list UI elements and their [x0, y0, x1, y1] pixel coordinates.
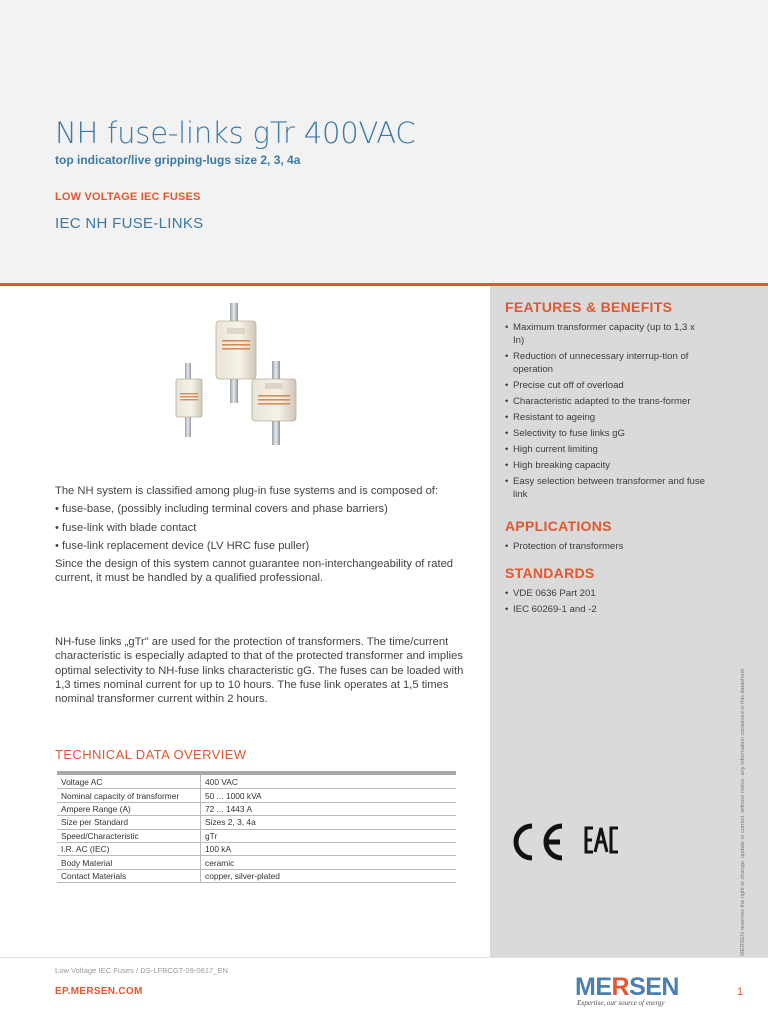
- row-label: I.R. AC (IEC): [57, 842, 201, 855]
- row-value: Sizes 2, 3, 4a: [201, 816, 457, 829]
- table-row: [57, 842, 456, 855]
- footer-divider: [0, 957, 768, 958]
- row-label: Contact Materials: [57, 869, 201, 882]
- row-value: 400 VAC: [201, 773, 457, 789]
- fuse-link-product-icon: [170, 303, 320, 448]
- table-row: [57, 802, 456, 815]
- table-row: [57, 773, 456, 789]
- features-section: [505, 299, 705, 504]
- website-link[interactable]: EP.MERSEN.COM: [55, 986, 143, 997]
- list-item: • IEC 60269-1 and -2: [505, 603, 705, 616]
- row-label: Nominal capacity of transformer: [57, 789, 201, 802]
- standards-heading: STANDARDS: [505, 565, 595, 581]
- row-label: Speed/Characteristic: [57, 829, 201, 842]
- gtr-description: [55, 635, 465, 706]
- tech-data-table: [57, 771, 456, 883]
- row-value: copper, silver-plated: [201, 869, 457, 882]
- features-list: [505, 321, 705, 501]
- disclaimer-note: MERSEN reserves the right to change, update or correct, without notice, any information contained in this datasheet.: [740, 667, 746, 956]
- list-item: • Reduction of unnecessary interrup-tion of operation: [505, 350, 705, 376]
- standards-list: [505, 587, 705, 616]
- page-number: 1: [737, 986, 744, 998]
- bullet-item: • fuse-link replacement device (LV HRC fuse puller): [55, 539, 310, 552]
- logo-tagline: Expertise, our source of energy: [577, 999, 665, 1007]
- product-line-label: IEC NH FUSE-LINKS: [55, 215, 204, 232]
- description-text: NH-fuse links „gTr" are used for the protection of transformers. The time/current characteristic is especially adapted to that of the protected transformer and implies optimal selectivity to NH-fuse links characteristic gG. The fuses can be loaded with 1,3 times nominal current for up to 10 hours. The fuse link operates at 1,5 times nominal transformer current within 2 hours.: [55, 636, 464, 706]
- standards-section: [505, 565, 705, 619]
- applications-list: [505, 540, 705, 553]
- list-item: • VDE 0636 Part 201: [505, 587, 705, 600]
- table-row: [57, 789, 456, 802]
- list-item: • Precise cut off of overload: [505, 379, 705, 392]
- table-row: [57, 856, 456, 869]
- row-value: ceramic: [201, 856, 457, 869]
- ce-mark-icon: [508, 822, 566, 862]
- row-label: Ampere Range (A): [57, 802, 201, 815]
- row-value: 100 kA: [201, 842, 457, 855]
- bullet-item: • fuse-link with blade contact: [55, 521, 197, 534]
- row-label: Voltage AC: [57, 773, 201, 789]
- tech-data-heading: TECHNICAL DATA OVERVIEW: [55, 747, 247, 762]
- applications-heading: APPLICATIONS: [505, 518, 612, 534]
- page-title: NH fuse-links gTr 400VAC: [55, 116, 416, 150]
- list-item: • High current limiting: [505, 443, 705, 456]
- row-value: 50 ... 1000 kVA: [201, 789, 457, 802]
- applications-section: [505, 518, 705, 556]
- row-value: gTr: [201, 829, 457, 842]
- page-subtitle: top indicator/live gripping-lugs size 2, 3, 4a: [55, 153, 301, 167]
- caution-text: Since the design of this system cannot guarantee non-interchangeability of rated current, it must be handled by a qualified professional.: [55, 558, 454, 585]
- table-row: [57, 816, 456, 829]
- row-label: Size per Standard: [57, 816, 201, 829]
- eac-mark-icon: [584, 826, 620, 854]
- list-item: • Resistant to ageing: [505, 411, 705, 424]
- intro-text: The NH system is classified among plug-in fuse systems and is composed of:: [55, 485, 439, 497]
- mersen-logo: [575, 975, 725, 1011]
- table-row: [57, 869, 456, 882]
- features-heading: FEATURES & BENEFITS: [505, 299, 673, 315]
- category-label: LOW VOLTAGE IEC FUSES: [55, 191, 201, 203]
- row-value: 72 ... 1443 A: [201, 802, 457, 815]
- system-description: [55, 484, 465, 586]
- bullet-item: • fuse-base, (possibly including terminal covers and phase barriers): [55, 503, 388, 516]
- logo-wordmark: MERSEN: [575, 973, 679, 1001]
- list-item: • Protection of transformers: [505, 540, 705, 553]
- table-row: [57, 829, 456, 842]
- list-item: • Characteristic adapted to the trans-former: [505, 395, 705, 408]
- row-label: Body Material: [57, 856, 201, 869]
- document-reference: Low Voltage IEC Fuses / DS-LFBCGT-09-0617_EN: [55, 966, 229, 975]
- list-item: • Easy selection between transformer and fuse link: [505, 475, 705, 501]
- list-item: • Maximum transformer capacity (up to 1,3 x In): [505, 321, 705, 347]
- list-item: • Selectivity to fuse links gG: [505, 427, 705, 440]
- list-item: • High breaking capacity: [505, 459, 705, 472]
